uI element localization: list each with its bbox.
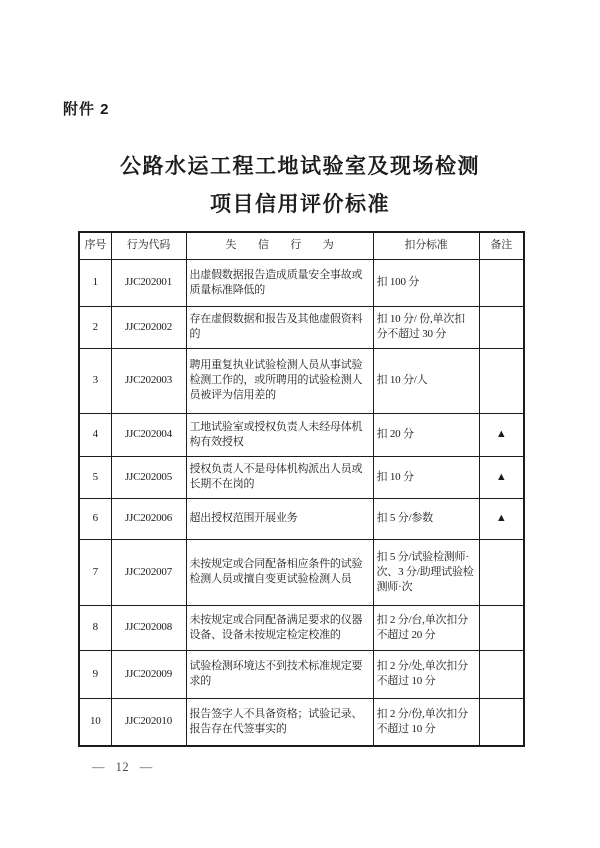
row-no: 6	[79, 498, 111, 539]
row-no: 2	[79, 306, 111, 348]
table-row	[79, 306, 524, 348]
header-behavior: 失 信 行 为	[186, 232, 373, 259]
table-row	[79, 259, 524, 306]
table-row	[79, 413, 524, 456]
row-code: JJC202006	[111, 498, 186, 539]
row-code: JJC202001	[111, 259, 186, 306]
document-title	[0, 148, 600, 224]
row-behavior: 超出授权范围开展业务	[186, 498, 373, 539]
row-deduction: 扣 10 分/ 份,单次扣分不超过 30 分	[373, 306, 479, 348]
row-deduction: 扣 2 分/份,单次扣分不超过 10 分	[373, 698, 479, 746]
row-no: 7	[79, 539, 111, 605]
row-deduction: 扣 100 分	[373, 259, 479, 306]
attachment-label: 附件 2	[63, 101, 110, 118]
table-row	[79, 650, 524, 698]
row-no: 5	[79, 456, 111, 498]
row-no: 10	[79, 698, 111, 746]
row-no: 8	[79, 605, 111, 650]
table-row	[79, 498, 524, 539]
row-behavior: 未按规定或合同配备满足要求的仪器设备、设备未按规定检定校准的	[186, 605, 373, 650]
table-row	[79, 605, 524, 650]
table-row	[79, 456, 524, 498]
row-remark	[479, 539, 524, 605]
row-code: JJC202003	[111, 348, 186, 413]
table-header-row	[79, 232, 524, 259]
row-remark-triangle: ▲	[479, 413, 524, 456]
row-no: 3	[79, 348, 111, 413]
row-behavior: 聘用重复执业试验检测人员从事试验检测工作的，或所聘用的试验检测人员被评为信用差的	[186, 348, 373, 413]
row-code: JJC202004	[111, 413, 186, 456]
page-number: — 12 —	[92, 760, 153, 774]
row-remark	[479, 306, 524, 348]
row-deduction: 扣 20 分	[373, 413, 479, 456]
row-deduction: 扣 10 分	[373, 456, 479, 498]
row-deduction: 扣 5 分/试验检测师·次、3 分/助理试验检测师·次	[373, 539, 479, 605]
row-behavior: 未按规定或合同配备相应条件的试验检测人员或擅自变更试验检测人员	[186, 539, 373, 605]
row-remark	[479, 698, 524, 746]
row-deduction: 扣 10 分/人	[373, 348, 479, 413]
header-no: 序号	[79, 232, 111, 259]
row-no: 4	[79, 413, 111, 456]
row-remark-triangle: ▲	[479, 498, 524, 539]
header-code: 行为代码	[111, 232, 186, 259]
row-no: 9	[79, 650, 111, 698]
row-remark	[479, 259, 524, 306]
row-deduction: 扣 2 分/台,单次扣分不超过 20 分	[373, 605, 479, 650]
row-behavior: 存在虚假数据和报告及其他虚假资料的	[186, 306, 373, 348]
document-title-line2: 项目信用评价标准	[210, 193, 390, 216]
row-behavior: 工地试验室或授权负责人未经母体机构有效授权	[186, 413, 373, 456]
table-row	[79, 698, 524, 746]
table-row	[79, 348, 524, 413]
row-remark	[479, 348, 524, 413]
header-remark: 备注	[479, 232, 524, 259]
row-remark-triangle: ▲	[479, 456, 524, 498]
row-code: JJC202005	[111, 456, 186, 498]
row-remark	[479, 605, 524, 650]
row-remark	[479, 650, 524, 698]
row-behavior: 授权负责人不是母体机构派出人员或长期不在岗的	[186, 456, 373, 498]
row-code: JJC202010	[111, 698, 186, 746]
row-behavior: 出虚假数据报告造成质量安全事故或质量标准降低的	[186, 259, 373, 306]
row-code: JJC202009	[111, 650, 186, 698]
header-deduction: 扣分标准	[373, 232, 479, 259]
row-behavior: 试验检测环境达不到技术标准规定要求的	[186, 650, 373, 698]
row-code: JJC202008	[111, 605, 186, 650]
row-code: JJC202002	[111, 306, 186, 348]
row-no: 1	[79, 259, 111, 306]
row-deduction: 扣 5 分/参数	[373, 498, 479, 539]
credit-evaluation-table	[78, 231, 525, 747]
document-title-line1: 公路水运工程工地试验室及现场检测	[120, 155, 480, 178]
table-row	[79, 539, 524, 605]
row-deduction: 扣 2 分/处,单次扣分不超过 10 分	[373, 650, 479, 698]
row-code: JJC202007	[111, 539, 186, 605]
row-behavior: 报告签字人不具备资格；试验记录、报告存在代签事实的	[186, 698, 373, 746]
